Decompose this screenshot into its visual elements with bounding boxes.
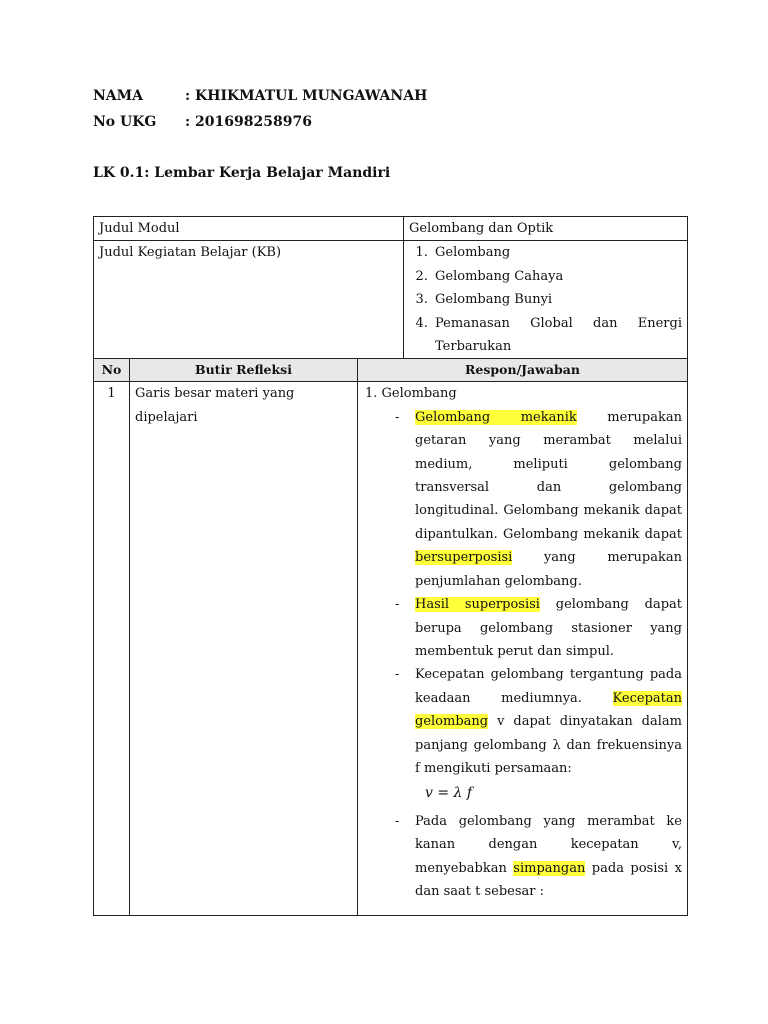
row-number: 1 [94,382,130,916]
answer-bullet [383,663,682,805]
reflection-table [93,358,688,916]
kb-row [94,241,688,359]
module-table [93,216,688,359]
ukg-label: No UKG [93,114,157,130]
modul-label: Judul Modul [94,217,404,241]
bullet-text: gelombang dapat berupa gelombang stasioner yang membentuk perut dan simpul. [415,597,682,659]
highlight-text: Kecepatan gelombang [415,690,682,730]
bullet-text: pada posisi x dan saat t sebesar : [415,860,682,899]
velocity-equation: v = λ f [425,785,473,802]
worksheet [93,216,687,916]
kb-item: 4. Pemanasan Global dan Energi Terbarukan [432,312,682,359]
dash-marker: - [395,667,400,683]
highlight-text: Gelombang mekanik [415,409,577,425]
col-respon-header: Respon/Jawaban [358,359,688,382]
bullet-text: Pada gelombang yang merambat ke kanan dengan kecepatan v, menyebabkan [415,813,682,876]
worksheet-title: LK 0.1: Lembar Kerja Belajar Mandiri [93,165,391,181]
modul-value: Gelombang dan Optik [404,217,688,241]
bullet-text: merupakan getaran yang merambat melalui medium, meliputi gelombang transversal dan gelombang longitudinal. Gelombang mekanik dapat dipantulkan. Gelombang mekanik dapat [415,409,682,542]
highlight-text: simpangan [513,860,586,876]
kb-label: Judul Kegiatan Belajar (KB) [94,241,404,359]
ukg-value: : 201698258976 [185,114,312,130]
highlight-text: Hasil superposisi [415,597,540,613]
kb-item: 2. Gelombang Cahaya [432,265,682,288]
answer-bullet [383,810,682,904]
answer-bullet [383,593,682,663]
highlight-text: bersuperposisi [415,550,513,566]
bullet-text: Kecepatan gelombang tergantung pada keadaan mediumnya. [415,667,682,706]
reflection-header-row [94,359,688,382]
bullet-text: v dapat dinyatakan dalam panjang gelombang λ dan frekuensinya f mengikuti persamaan: [415,714,682,776]
kb-list [409,241,682,358]
reflection-row [94,382,688,916]
row-butir: Garis besar materi yang dipelajari [130,382,358,916]
answer-heading: 1. Gelombang [365,386,457,402]
answer-list [363,406,682,904]
kb-item: 3. Gelombang Bunyi [432,288,682,311]
kb-item: 1. Gelombang [432,241,682,264]
dash-marker: - [395,409,400,425]
kb-list-cell [404,241,688,359]
name-label: NAMA [93,88,144,104]
dash-marker: - [395,597,400,613]
name-value: : KHIKMATUL MUNGAWANAH [185,88,428,104]
col-no-header: No [94,359,130,382]
col-butir-header: Butir Refleksi [130,359,358,382]
row-respon [358,382,688,916]
modul-row [94,217,688,241]
dash-marker: - [395,813,400,829]
answer-bullet [383,406,682,593]
bullet-text: yang merupakan penjumlahan gelombang. [415,550,682,589]
